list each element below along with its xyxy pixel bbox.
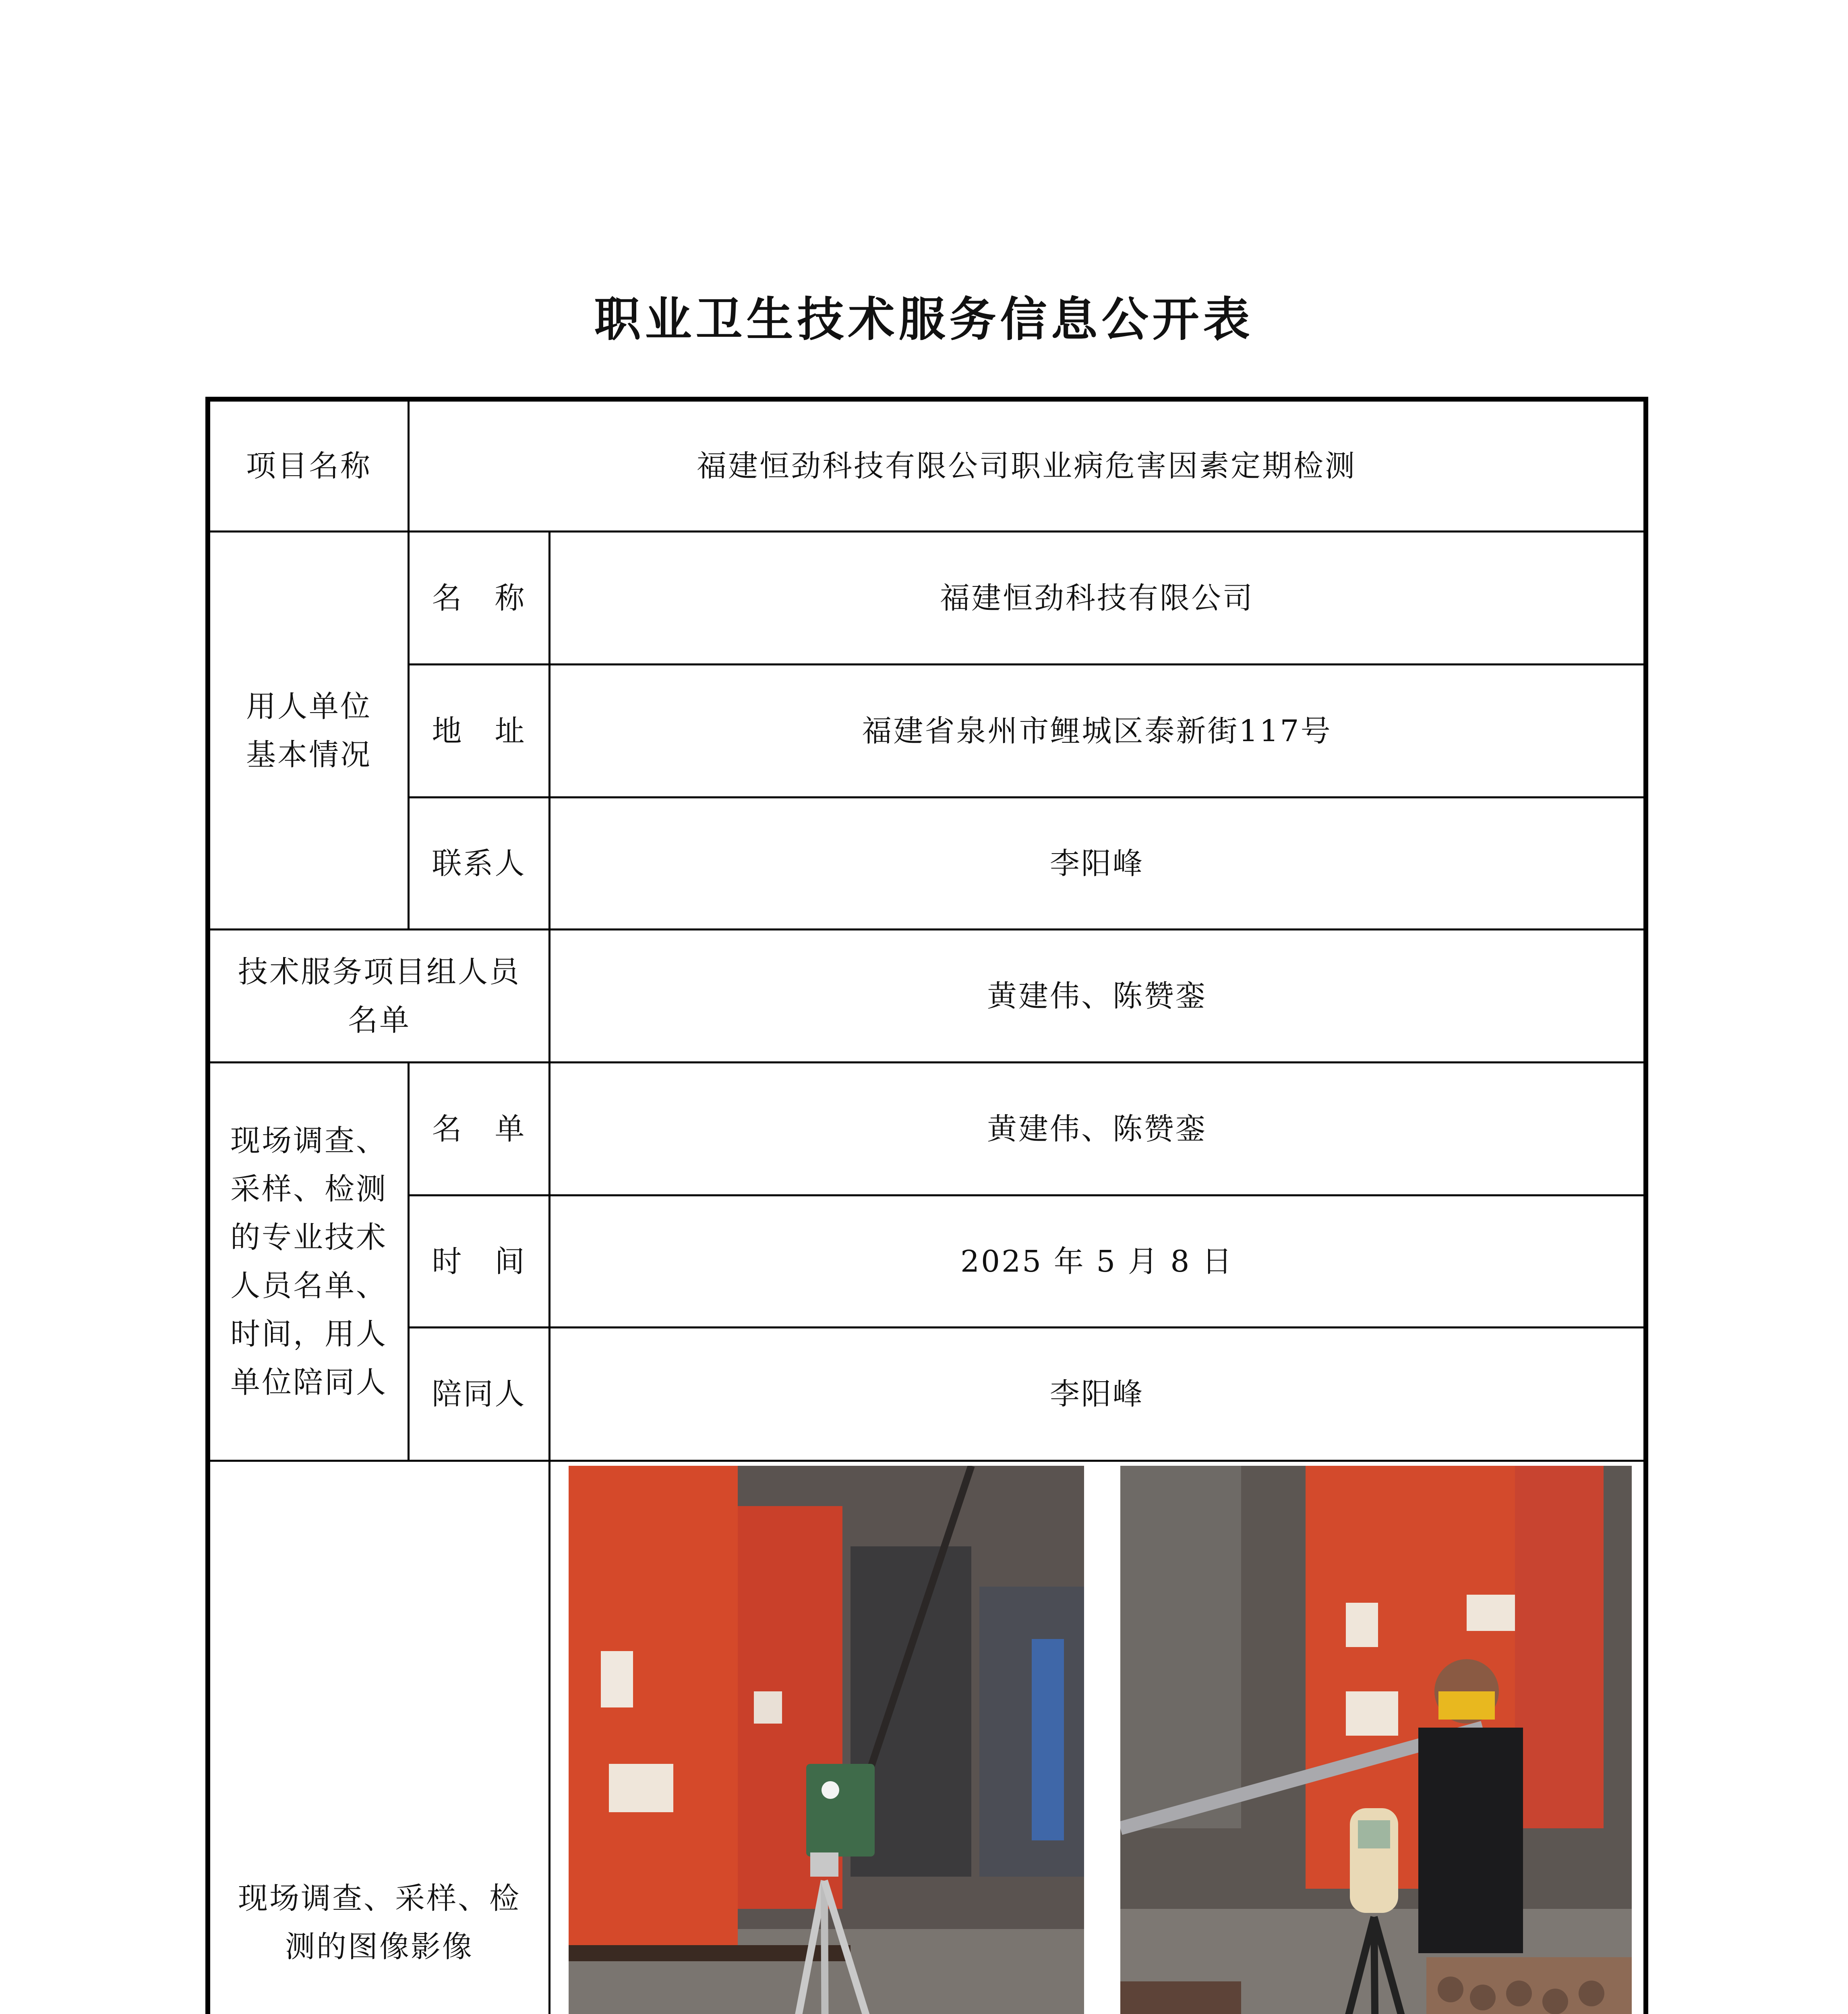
project-value: 福建恒劲科技有限公司职业病危害因素定期检测 (697, 449, 1356, 483)
info-table (205, 397, 1648, 2014)
employer-name-label: 名 称 (432, 580, 526, 615)
photo-sampling-right (1120, 1466, 1632, 2014)
employer-address-value: 福建省泉州市鲤城区泰新街117号 (862, 713, 1332, 748)
onsite-time-label: 时 间 (432, 1244, 526, 1279)
team-value: 黄建伟、陈赞銮 (987, 978, 1207, 1013)
employer-contact-label: 联系人 (432, 846, 526, 881)
onsite-companion-label: 陪同人 (432, 1377, 526, 1411)
onsite-label: 现场调查、采样、检测的专业技术人员名单、时间，用人单位陪同人 (230, 1123, 387, 1400)
onsite-names-label: 名 单 (432, 1111, 526, 1146)
images-label: 现场调查、采样、检测的图像影像 (238, 1881, 521, 1964)
employer-address-label: 地 址 (432, 713, 526, 748)
employer-contact-value: 李阳峰 (1050, 846, 1144, 881)
onsite-companion-value: 李阳峰 (1050, 1377, 1144, 1411)
employer-label: 用人单位基本情况 (246, 689, 372, 772)
onsite-time-value: 2025 年 5 月 8 日 (960, 1244, 1234, 1279)
employer-name-value: 福建恒劲科技有限公司 (940, 580, 1254, 615)
project-label: 项目名称 (246, 449, 372, 483)
page-title: 职业卫生技术服务信息公开表 (594, 292, 1254, 347)
photo-sampling-left (569, 1466, 1084, 2014)
team-label: 技术服务项目组人员名单 (238, 954, 521, 1038)
onsite-names-value: 黄建伟、陈赞銮 (987, 1111, 1207, 1146)
